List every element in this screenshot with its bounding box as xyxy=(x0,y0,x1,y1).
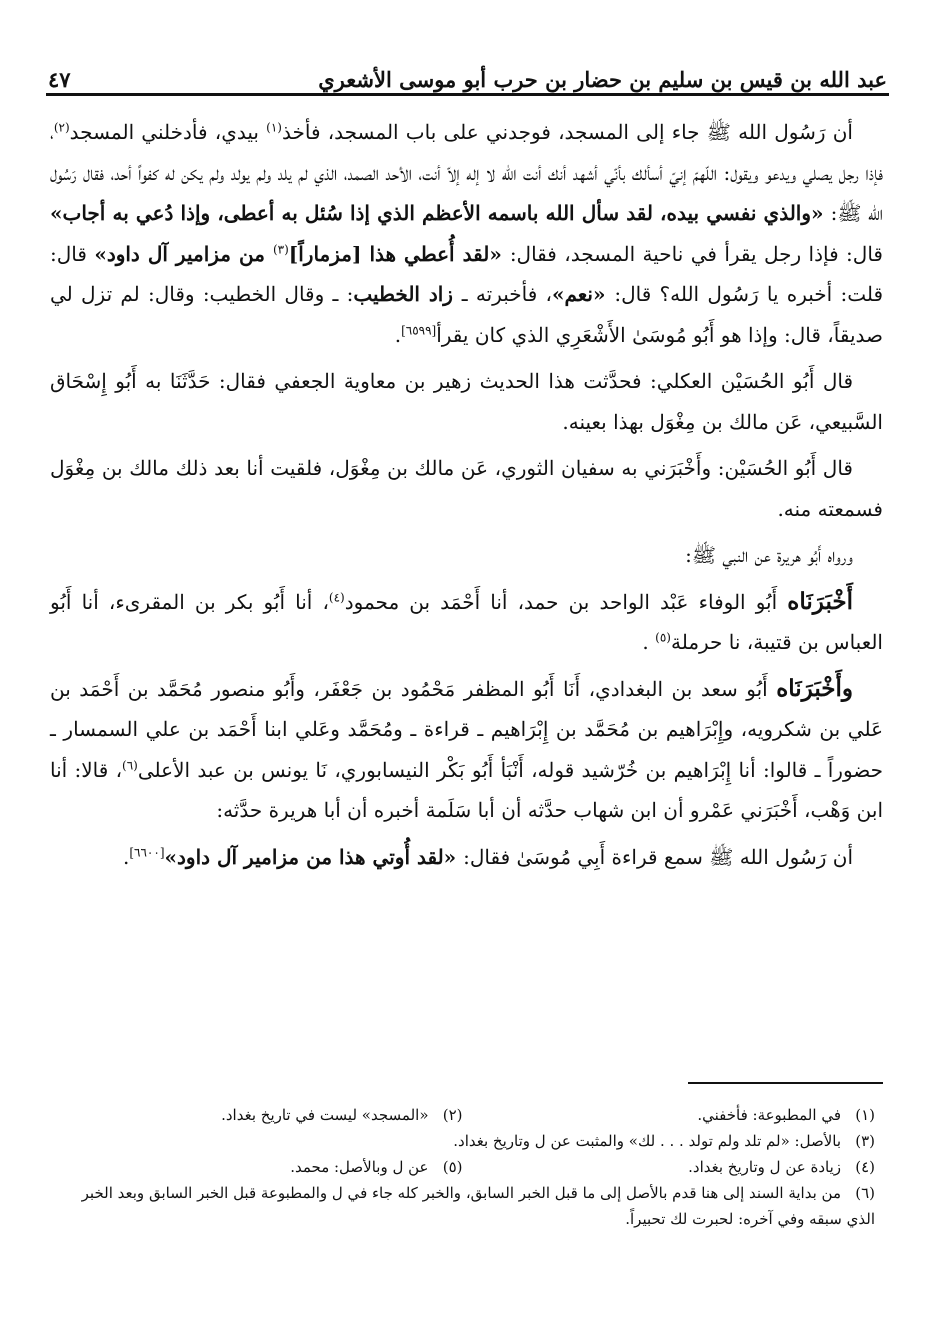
footnote-ref-1: (١) xyxy=(266,120,282,135)
footnote-ref-6: (٦) xyxy=(122,757,138,772)
footnote-5: (٥)عن ل وبالأصل: محمد. xyxy=(290,1158,463,1176)
footnote-ref-4: (٤) xyxy=(328,589,345,604)
quote-bold: «والذي نفسي بيده، لقد سأل الله باسمه الأعظم الذي إذا سُئل به أعطى، وإذا دُعي به أجاب» xyxy=(50,201,831,225)
footnote-1: (١)في المطبوعة: فأخفني. xyxy=(697,1106,875,1124)
paragraph-abu-hurayra: ورواه أَبُو هريرة عن النبي ﷺ: xyxy=(685,543,853,567)
paragraph-isnad-2: قال أَبُو الحُسَيْن: وأَخْبَرَني به سفيان الثوري، عَن مالك بن مِغْوَل، فلقيت أنا بعد ذلك مالك بن مِغْوَل فسمعته منه. xyxy=(50,456,883,521)
paragraph-isnad-1: قال أَبُو الحُسَيْن العكلي: فحدَّثت هذا الحديث زهير بن معاوية الجعفي فقال: حَدَّثَنَا به أَبُو إِسْحَاق السَّبيعي، عَن مالك بن مِغْوَل بهذا بعينه. xyxy=(50,369,883,434)
hadith-number-2: [٦٦٠٠] xyxy=(129,844,165,859)
page-number: ٤٧ xyxy=(48,67,71,92)
footnote-2: (٢)«المسجد» ليست في تاريخ بغداد. xyxy=(221,1106,463,1124)
running-title: عبد الله بن قيس بن سليم بن حضار بن حرب أبو موسى الأشعري xyxy=(318,67,887,92)
footnote-ref-3: (٣) xyxy=(272,241,289,256)
footnote-rule xyxy=(688,1082,883,1084)
footnote-3: (٣)بالأصل: «لم تلد ولم تولد . . . لك» والمثبت عن ل وتاريخ بغداد. xyxy=(453,1132,875,1150)
akhbarana-lead: أَخْبَرَنَاه xyxy=(787,587,853,615)
akhbarana-lead-2: وأَخْبَرَنَاه xyxy=(776,674,853,702)
page-header xyxy=(48,52,887,96)
footnotes xyxy=(50,1102,875,1232)
footnote-row xyxy=(50,1154,875,1180)
paragraph-hadith-2: أن رَسُول الله ﷺ سمع قراءة أَبِي مُوسَىٰ فقال: «لقد أُوتي هذا من مزامير آل داود»[٦٦٠٠]. xyxy=(122,844,853,869)
main-text xyxy=(50,112,883,883)
header-rule xyxy=(46,93,889,96)
footnote-row xyxy=(50,1102,875,1128)
quote-bold-2: «لقد أُوتي هذا من مزامير آل داود» xyxy=(164,844,464,869)
hadith-number: [٦٥٩٩] xyxy=(401,322,437,337)
footnote-4: (٤)زيادة عن ل وتاريخ بغداد. xyxy=(688,1158,875,1176)
paragraph-hadith: أن رَسُول الله ﷺ جاء إلى المسجد، فوجدني على باب المسجد، فأخذ$^{(١)}$ بيدي، فأدخلني المسجد$^{(٢)}$، فإذا رجل يصلي ويدعو ويقول: اللّهمّ إنيّ أسألك بأنّي أشهد أنك أنت الله لا إله إلاّ أنت، الأحد الصمد، الذي لم يلد ولم يولد ولم يكن له كفواً أحد، فقال رَسُول الله ﷺ: «والذي نفسي بيده، لقد سأل الله باسمه الأعظم الذي إذا سُئل به أعطى، وإذا دُعي به أجاب» قال: فإذا رجل يقرأ في ناحية المسجد، فقال: «لقد أُعطي هذا [مزماراً]$^{(٣)}$ من مزامير آل داود» قال: قلت: أخبره يا رَسُول الله؟ قال: «نعم»، فأخبرته ـ زاد الخطيب: ـ وقال الخطيب: وقال: لم تزل لي صديقاً، قال: وإذا هو أَبُو مُوسَىٰ الأَشْعَرِي الذي كان يقرأ[٦٥٩٩]. xyxy=(50,120,884,347)
paragraph-akhbarana-2: وأَخْبَرَنَاه أَبُو سعد بن البغدادي، أَنَا أَبُو المظفر مَحْمُود بن جَعْفَر، وأَبُو منصور مُحَمَّد بن أَحْمَد بن عَلي بن شكرويه، وإِبْرَاهيم بن مُحَمَّد بن إِبْرَاهيم ـ قراءة ـ ومُحَمَّد وعَلي ابنا أَحْمَد بن علي السمسار ـ حضوراً ـ قالوا: أنا إِبْرَاهيم بن خُرّشيد قوله، أَنْبَأ أَبُو بَكْر النيسابوري، نَا يونس بن عبد الأعلى$^{(٦)}$، قالا: أنا ابن وَهْب، أَخْبَرَني عَمْرو أن ابن شهاب حدَّثه أن أبا سَلَمة أخبره أن أبا هريرة حدَّثه: xyxy=(50,674,884,822)
footnote-ref-2: (٢) xyxy=(53,120,70,135)
paragraph-akhbarana-1: أَخْبَرَنَاه أَبُو الوفاء عَبْد الواحد بن حمد، أنا أَحْمَد بن محمود$^{(٤)}$، أنا أَبُو بكر بن المقرىء، أنا أَبُو العباس بن قتيبة، نا حرملة$^{(٥)}$ . xyxy=(50,587,883,654)
footnote-ref-5: (٥) xyxy=(655,630,671,645)
footnote-6: (٦)من بداية السند إلى هنا قدم بالأصل إلى ما قبل الخبر السابق، والخبر كله جاء في ل والمطبوعة قبل الخبر السابق وبعد الخبر الذي سبقه وفي آخره: لحبرت لك تحبيراً. xyxy=(81,1184,875,1228)
